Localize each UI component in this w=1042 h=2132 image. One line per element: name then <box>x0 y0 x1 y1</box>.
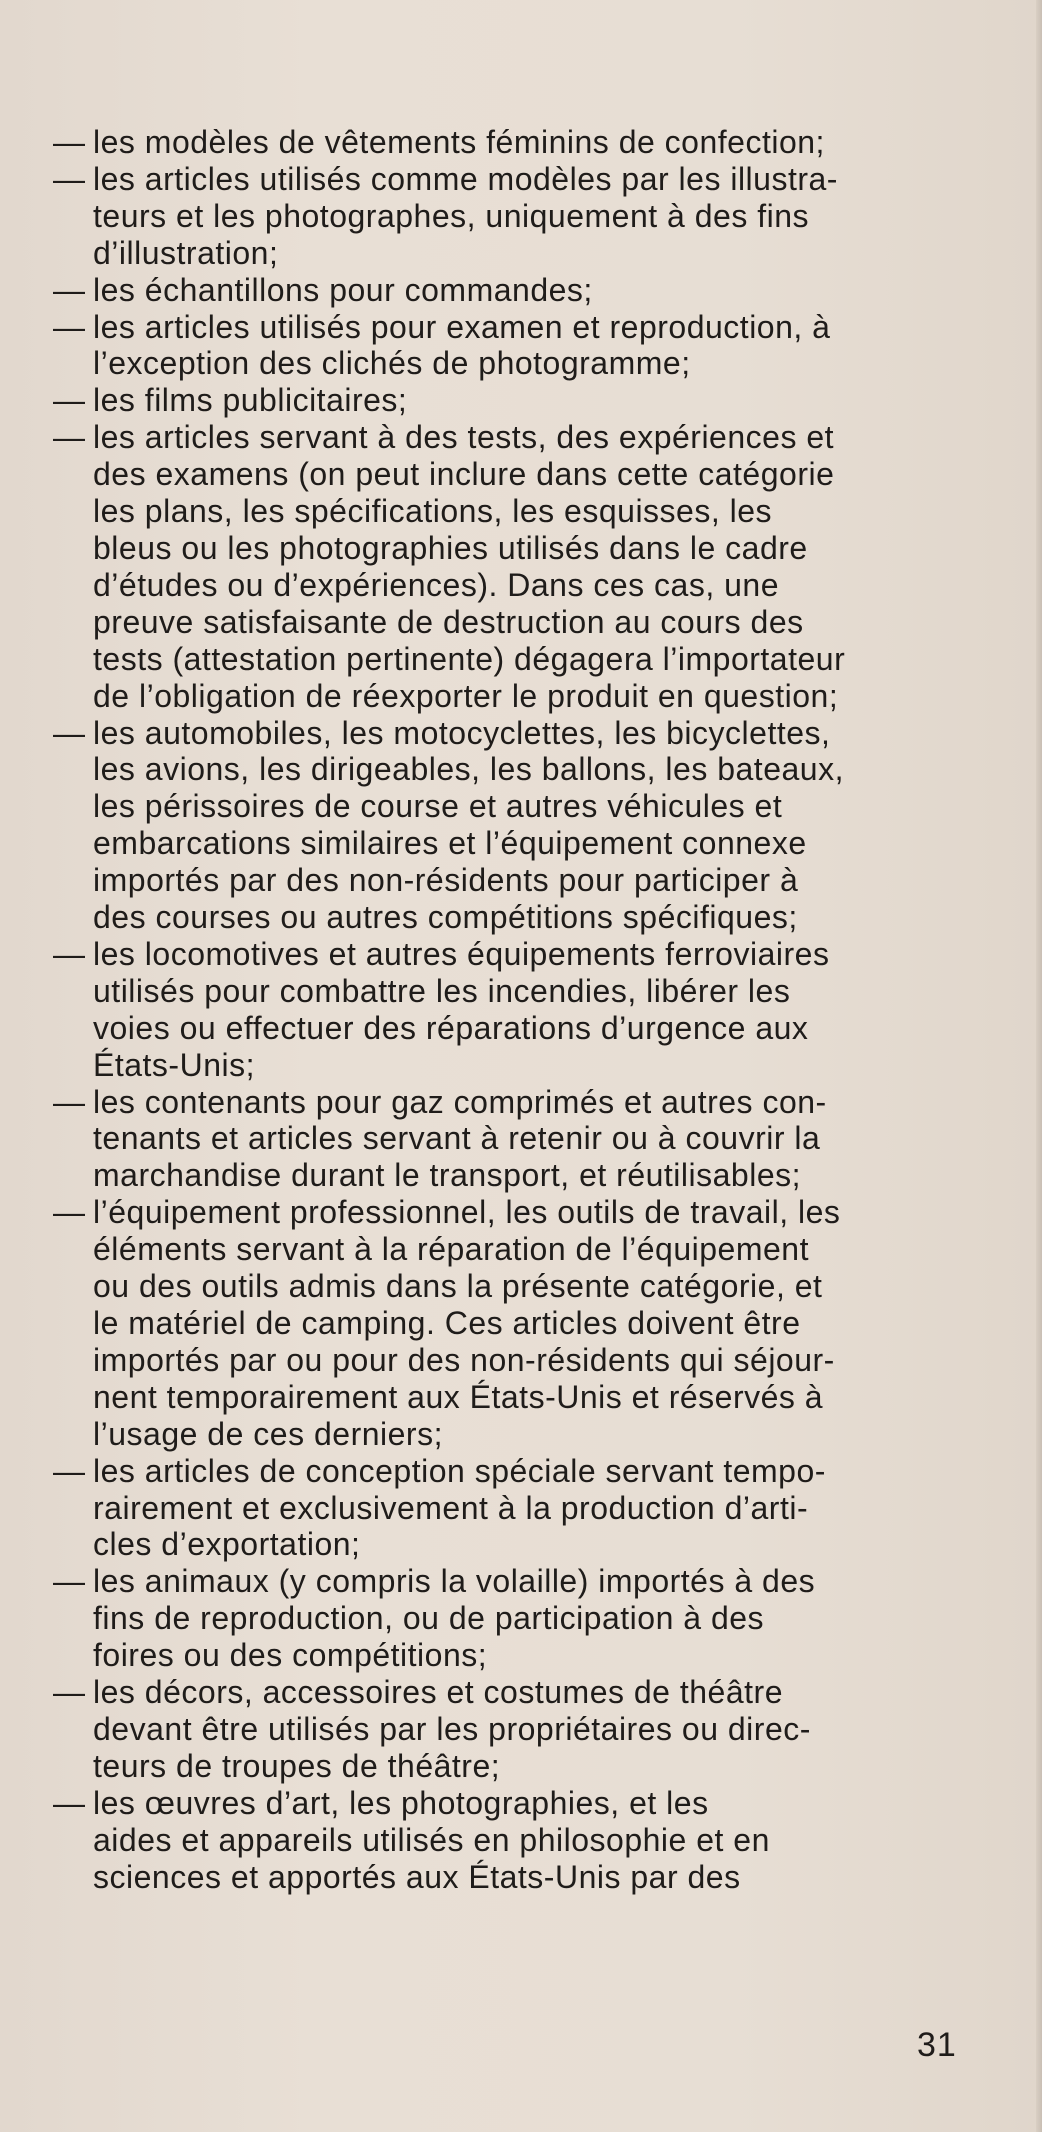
list-item <box>53 715 1003 936</box>
list-item <box>53 1674 1003 1785</box>
list-item-text: les articles servant à des tests, des expériences et des examens (on peut inclure dans cette catégorie les plans, les spécifications, les esquisses, les bleus ou les photographies utilisés dans le cadre d’études ou d’expériences). Dans ces cas, une preuve satisfaisante de destruction au cours des tests (attestation pertinente) dégagera l’importateur de l’obligation de réexporter le produit en question; <box>93 419 846 714</box>
list-dash: — <box>53 1784 86 1821</box>
list-item-text: les animaux (y compris la volaille) importés à des fins de reproduction, ou de participation à des foires ou des compétitions; <box>93 1563 816 1674</box>
list-dash: — <box>53 124 86 160</box>
list-dash: — <box>53 1674 86 1711</box>
list-dash: — <box>53 1563 86 1600</box>
list-dash: — <box>53 419 86 456</box>
list-item <box>53 161 1003 272</box>
list-dash: — <box>53 1083 86 1120</box>
page-edge <box>1036 0 1042 2132</box>
list-item <box>53 936 1003 1084</box>
list-dash: — <box>53 1452 86 1489</box>
list-item <box>53 382 1003 419</box>
page-number: 31 <box>917 2026 957 2064</box>
list-item <box>53 124 1003 161</box>
list-item-text: les modèles de vêtements féminins de confection; <box>93 124 825 160</box>
list-dash: — <box>53 714 86 751</box>
list-item <box>53 1084 1003 1195</box>
list-item-text: les automobiles, les motocyclettes, les bicyclettes, les avions, les dirigeables, les ballons, les bateaux, les périssoires de course et autres véhicules et embarcations similaires et l’équipement connexe importés par des non-résidents pour participer à des courses ou autres compétitions spécifiques; <box>93 714 844 936</box>
list-item <box>53 309 1003 383</box>
list-item-text: les œuvres d’art, les photographies, et les aides et appareils utilisés en philosophie et en sciences et apportés aux États-Unis par des <box>93 1784 770 1895</box>
list-dash: — <box>53 160 86 197</box>
list-item-text: les locomotives et autres équipements ferroviaires utilisés pour combattre les incendies, libérer les voies ou effectuer des réparations d’urgence aux États-Unis; <box>93 935 830 1083</box>
list-item <box>53 272 1003 309</box>
list-item-text: les articles utilisés pour examen et reproduction, à l’exception des clichés de photogramme; <box>93 308 831 382</box>
list-item <box>53 1194 1003 1452</box>
list-item <box>53 1785 1003 1896</box>
list-item <box>53 1453 1003 1564</box>
list-dash: — <box>53 382 86 419</box>
list-item <box>53 1563 1003 1674</box>
list-item-text: l’équipement professionnel, les outils de travail, les éléments servant à la réparation de l’équipement ou des outils admis dans la présente catégorie, et le matériel de camping. Ces articles doivent être importés par ou pour des non-résidents qui séjour- nent temporairement aux États-Unis et réservés à l’usage de ces derniers; <box>93 1194 841 1452</box>
list-item-text: les décors, accessoires et costumes de théâtre devant être utilisés par les propriétaires ou direc- teurs de troupes de théâtre; <box>93 1674 811 1784</box>
list-item <box>53 419 1003 714</box>
list-item-text: les articles de conception spéciale servant tempo- rairement et exclusivement à la production d’arti- cles d’exportation; <box>93 1452 826 1563</box>
list-item-text: les articles utilisés comme modèles par les illustra- teurs et les photographes, uniquement à des fins d’illustration; <box>93 160 838 271</box>
list-dash: — <box>53 308 86 345</box>
list-item-text: les contenants pour gaz comprimés et autres con- tenants et articles servant à retenir ou à couvrir la marchandise durant le transport, et réutilisables; <box>93 1083 827 1194</box>
list-dash: — <box>53 1194 86 1231</box>
list-dash: — <box>53 935 86 972</box>
list-item-text: les films publicitaires; <box>93 382 408 419</box>
list-item-text: les échantillons pour commandes; <box>93 271 593 308</box>
list-dash: — <box>53 271 86 308</box>
article-list <box>53 124 1003 1896</box>
